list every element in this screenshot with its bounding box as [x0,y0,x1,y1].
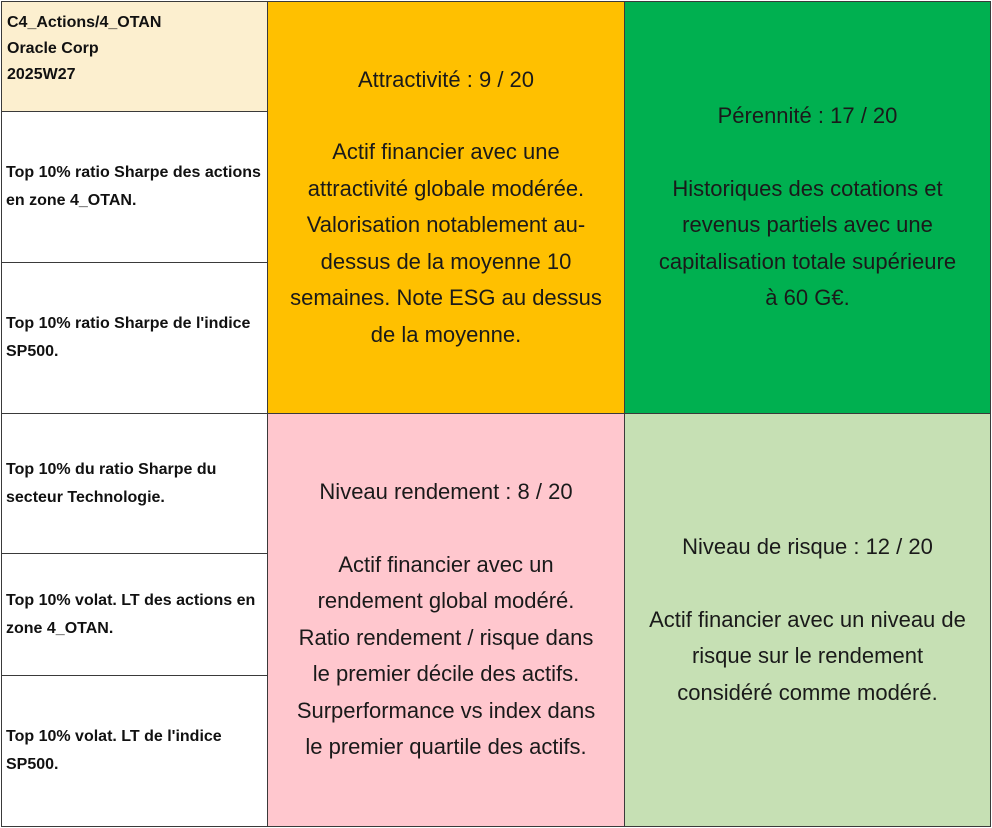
criterion-text: Top 10% volat. LT des actions en zone 4_OTAN. [6,591,256,637]
criterion-volat-index [1,675,268,827]
attractivite-description: Actif financier avec une attractivité globale modérée. Valorisation notablement au- dessus de la moyenne 10 semaines. Note ESG au dessus de la moyenne. [290,139,602,347]
perennite-description: Historiques des cotations et revenus partiels avec une capitalisation totale supérieure à 60 G€. [658,175,957,311]
risque-score: Niveau de risque : 12 / 20 [682,534,933,559]
asset-header [1,1,268,112]
criterion-sharpe-index [1,262,268,414]
criterion-text: Top 10% du ratio Sharpe du secteur Technologie. [6,460,217,506]
attractivite-score: Attractivité : 9 / 20 [357,66,535,92]
quadrant-risque [624,413,991,827]
criterion-sharpe-sector [1,413,268,554]
risque-description: Actif financier avec un niveau de risque sur le rendement considéré comme modéré. [649,606,966,705]
rendement-description: Actif financier avec un rendement global modéré. Ratio rendement / risque dans le premier décile des actifs. Surperformance vs index dans le premier quartile des actifs. [296,551,596,760]
criterion-text: Top 10% volat. LT de l'indice SP500. [6,728,222,773]
criterion-text: Top 10% ratio Sharpe de l'indice SP500. [6,315,251,360]
perennite-score: Pérennité : 17 / 20 [717,103,898,129]
criterion-volat-zone [1,553,268,676]
quadrant-rendement [267,413,625,827]
criterion-sharpe-zone [1,111,268,263]
quadrant-attractivite [267,1,625,414]
rendement-score: Niveau rendement : 8 / 20 [319,479,573,505]
criterion-text: Top 10% ratio Sharpe des actions en zone 4_OTAN. [6,164,261,209]
week-label: 2025W27 [7,66,76,83]
asset-path: C4_Actions/4_OTAN [7,14,162,31]
quadrant-perennite [624,1,991,414]
company-name: Oracle Corp [7,40,99,57]
